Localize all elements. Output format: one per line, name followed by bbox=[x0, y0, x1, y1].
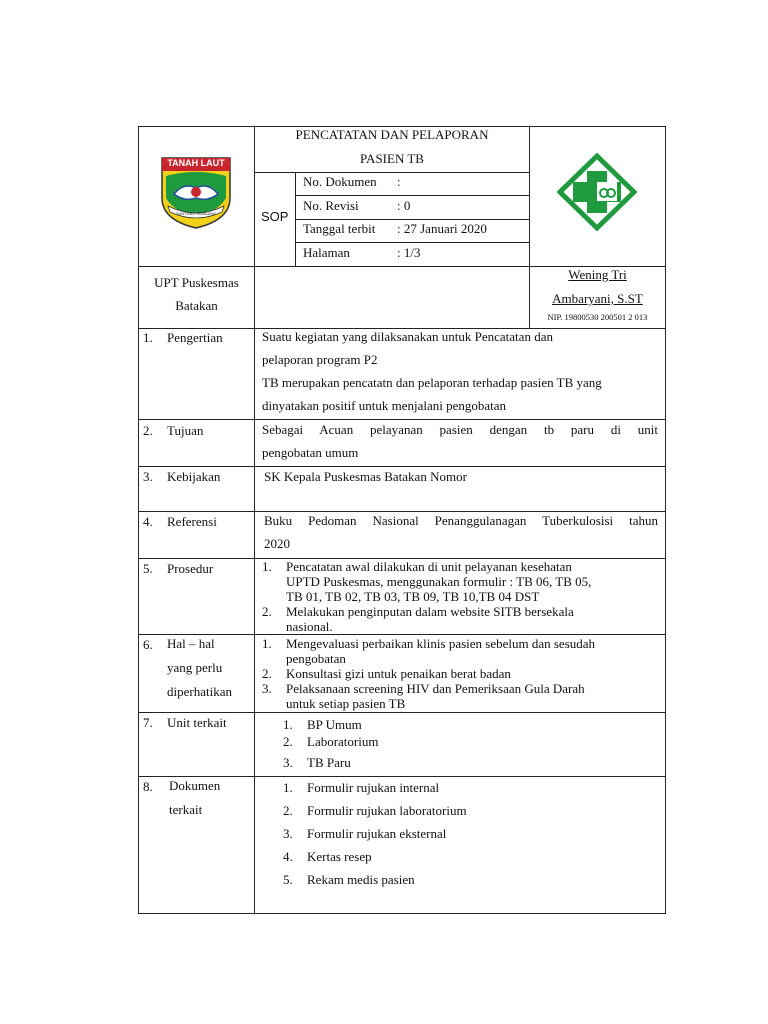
list-item bbox=[283, 733, 643, 750]
org-name-line2: Batakan bbox=[175, 298, 218, 313]
list-text: Formulir rujukan laboratorium bbox=[307, 803, 467, 818]
list-item bbox=[283, 799, 643, 822]
meta-label-no-dokumen: No. Dokumen bbox=[303, 174, 377, 189]
logo-motto-text: TUNTUNG PANDANG bbox=[175, 211, 217, 216]
meta-value-tanggal: : 27 Januari 2020 bbox=[397, 221, 487, 236]
meta-label-no-revisi: No. Revisi bbox=[303, 198, 359, 213]
list-text: Rekam medis pasien bbox=[307, 872, 415, 887]
section-3-number: 3. bbox=[143, 469, 153, 484]
section-1-number: 1. bbox=[143, 330, 153, 345]
list-number: 2. bbox=[283, 734, 293, 749]
list-number: 1. bbox=[283, 717, 293, 732]
section-4-number: 4. bbox=[143, 514, 153, 529]
signer-name-line2: Ambaryani, S.ST bbox=[552, 291, 643, 306]
section-1-label: Pengertian bbox=[167, 330, 223, 345]
list-text: TB Paru bbox=[307, 755, 351, 770]
content-line: Sebagai Acuan pelayanan pasien dengan tb paru di unit bbox=[262, 422, 658, 437]
list-line: TB 01, TB 02, TB 03, TB 09, TB 10,TB 04 DST bbox=[286, 589, 540, 604]
section-6-list bbox=[262, 636, 658, 711]
list-line: Melakukan penginputan dalam website SITB bersekala bbox=[286, 604, 574, 619]
label-line: Hal – hal bbox=[167, 636, 215, 651]
content-line: pelaporan program P2 bbox=[262, 352, 378, 367]
list-item bbox=[283, 868, 643, 891]
list-item bbox=[262, 559, 658, 604]
list-line: Konsultasi gizi untuk penaikan berat badan bbox=[286, 666, 511, 681]
list-item bbox=[262, 666, 658, 681]
section-5-list bbox=[262, 559, 658, 634]
list-line: pengobatan bbox=[286, 651, 346, 666]
signer-nip: NIP. 19800530 200501 2 013 bbox=[547, 312, 648, 322]
meta-value-halaman: : 1/3 bbox=[397, 245, 421, 260]
content-line: Buku Pedoman Nasional Penanggulanagan Tuberkulosisi tahun bbox=[264, 513, 658, 528]
puskesmas-logo bbox=[557, 153, 637, 231]
list-item bbox=[283, 754, 643, 771]
list-item bbox=[283, 822, 643, 845]
list-line: Pencatatan awal dilakukan di unit pelayanan kesehatan bbox=[286, 559, 572, 574]
section-6-label bbox=[167, 632, 253, 704]
list-number: 1. bbox=[262, 636, 272, 651]
list-item bbox=[262, 636, 658, 666]
content-line: pengobatan umum bbox=[262, 445, 359, 460]
list-number: 4. bbox=[283, 849, 293, 864]
section-4-content bbox=[264, 509, 658, 555]
label-line: Dokumen bbox=[169, 778, 221, 793]
section-8-label bbox=[169, 774, 253, 822]
section-4-label: Referensi bbox=[167, 514, 217, 529]
list-number: 2. bbox=[262, 666, 272, 681]
list-number: 5. bbox=[283, 872, 293, 887]
logo-title-text: TANAH LAUT bbox=[167, 158, 225, 168]
meta-label-halaman: Halaman bbox=[303, 245, 350, 260]
list-line: nasional. bbox=[286, 619, 333, 634]
section-3-content: SK Kepala Puskesmas Batakan Nomor bbox=[264, 469, 467, 484]
list-number: 2. bbox=[283, 803, 293, 818]
section-6-number: 6. bbox=[143, 637, 153, 652]
list-item bbox=[283, 845, 643, 868]
list-line: Mengevaluasi perbaikan klinis pasien sebelum dan sesudah bbox=[286, 636, 596, 651]
section-2-label: Tujuan bbox=[167, 423, 204, 438]
list-item bbox=[262, 604, 658, 634]
list-item bbox=[283, 776, 643, 799]
list-line: untuk setiap pasien TB bbox=[286, 696, 406, 711]
signer-name-line1: Wening Tri bbox=[568, 267, 627, 282]
content-line: 2020 bbox=[264, 536, 290, 551]
doc-title-line1: PENCATATAN DAN PELAPORAN bbox=[295, 127, 489, 142]
list-number: 3. bbox=[262, 681, 272, 696]
list-line: UPTD Puskesmas, menggunakan formulir : TB 06, TB 05, bbox=[286, 574, 592, 589]
list-number: 2. bbox=[262, 604, 272, 619]
list-line: Pelaksanaan screening HIV dan Pemeriksaan Gula Darah bbox=[286, 681, 585, 696]
section-5-number: 5. bbox=[143, 561, 153, 576]
list-text: Formulir rujukan internal bbox=[307, 780, 440, 795]
tanah-laut-logo bbox=[158, 154, 234, 230]
section-7-list bbox=[283, 716, 643, 771]
list-item bbox=[283, 716, 643, 733]
section-5-label: Prosedur bbox=[167, 561, 214, 576]
list-number: 3. bbox=[283, 826, 293, 841]
list-number: 3. bbox=[283, 755, 293, 770]
section-7-label: Unit terkait bbox=[167, 715, 227, 730]
section-7-number: 7. bbox=[143, 715, 153, 730]
org-name-line1: UPT Puskesmas bbox=[154, 275, 239, 290]
list-text: Laboratorium bbox=[307, 734, 379, 749]
list-number: 1. bbox=[262, 559, 272, 574]
list-number: 1. bbox=[283, 780, 293, 795]
label-line: diperhatikan bbox=[167, 684, 232, 699]
doc-title-line2: PASIEN TB bbox=[360, 151, 424, 166]
meta-value-no-dokumen: : bbox=[397, 174, 401, 189]
content-line: TB merupakan pencatatn dan pelaporan terhadap pasien TB yang bbox=[262, 375, 602, 390]
section-1-content bbox=[262, 325, 658, 417]
section-8-number: 8. bbox=[143, 779, 153, 794]
label-line: yang perlu bbox=[167, 660, 223, 675]
content-line: Suatu kegiatan yang dilaksanakan untuk Pencatatan dan bbox=[262, 329, 553, 344]
label-line: terkait bbox=[169, 802, 203, 817]
list-text: Kertas resep bbox=[307, 849, 372, 864]
section-3-label: Kebijakan bbox=[167, 469, 221, 484]
meta-value-no-revisi: : 0 bbox=[397, 198, 411, 213]
section-8-list bbox=[283, 776, 643, 891]
section-2-content bbox=[262, 418, 658, 464]
list-item bbox=[262, 681, 658, 711]
list-text: Formulir rujukan eksternal bbox=[307, 826, 447, 841]
section-2-number: 2. bbox=[143, 423, 153, 438]
sop-label: SOP bbox=[261, 209, 289, 224]
meta-label-tanggal: Tanggal terbit bbox=[303, 221, 376, 236]
list-text: BP Umum bbox=[307, 717, 362, 732]
content-line: dinyatakan positif untuk menjalani pengobatan bbox=[262, 398, 507, 413]
